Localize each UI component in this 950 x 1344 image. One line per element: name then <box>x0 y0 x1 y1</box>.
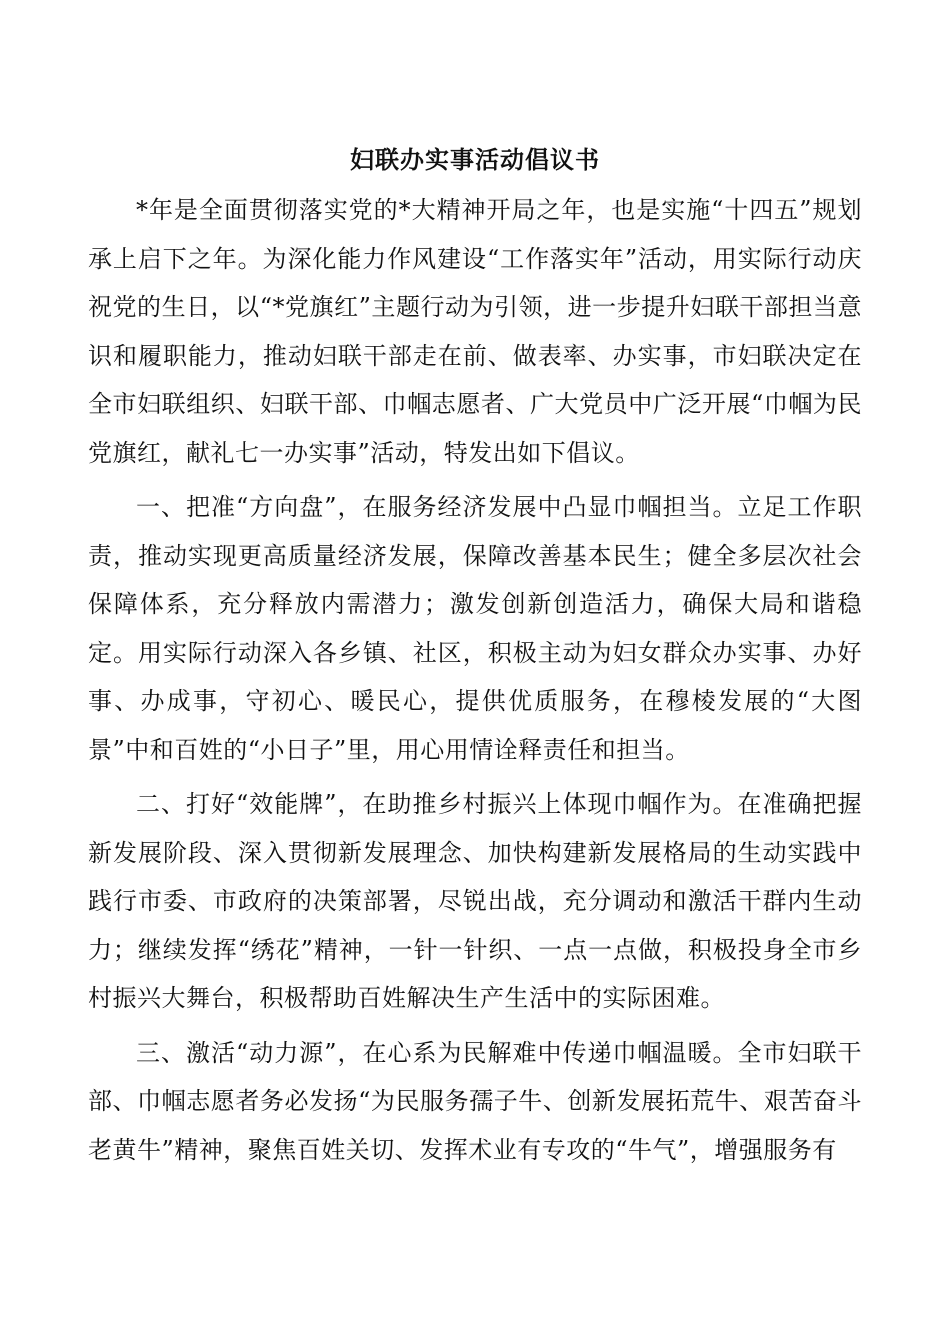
document-title: 妇联办实事活动倡议书 <box>350 145 600 174</box>
paragraph-point-3: 三、激活“动力源”，在心系为民解难中传递巾帼温暖。全市妇联干部、巾帼志愿者务必发扬“为民服务孺子牛、创新发展拓荒牛、艰苦奋斗老黄牛”精神，聚焦百姓关切、发挥术业有专攻的“牛气”，增强服务有 <box>88 1038 862 1164</box>
paragraph-point-2: 二、打好“效能牌”，在助推乡村振兴上体现巾帼作为。在准确把握新发展阶段、深入贯彻新发展理念、加快构建新发展格局的生动实践中践行市委、市政府的决策部署，尽锐出战，充分调动和激活干群内生动力；继续发挥“绣花”精神，一针一针织、一点一点做，积极投身全市乡村振兴大舞台，积极帮助百姓解决生产生活中的实际困难。 <box>88 790 862 1012</box>
paragraph-intro: *年是全面贯彻落实党的*大精神开局之年，也是实施“十四五”规划承上启下之年。为深化能力作风建设“工作落实年”活动，用实际行动庆祝党的生日，以“*党旗红”主题行动为引领，进一步提升妇联干部担当意识和履职能力，推动妇联干部走在前、做表率、办实事，市妇联决定在全市妇联组织、妇联干部、巾帼志愿者、广大党员中广泛开展“巾帼为民党旗红，献礼七一办实事”活动，特发出如下倡议。 <box>88 196 862 467</box>
paragraph-point-1: 一、把准“方向盘”，在服务经济发展中凸显巾帼担当。立足工作职责，推动实现更高质量经济发展，保障改善基本民生；健全多层次社会保障体系，充分释放内需潜力；激发创新创造活力，确保大局和谐稳定。用实际行动深入各乡镇、社区，积极主动为妇女群众办实事、办好事、办成事，守初心、暖民心，提供优质服务，在穆棱发展的“大图景”中和百姓的“小日子”里，用心用情诠释责任和担当。 <box>88 493 862 764</box>
document-body <box>88 186 862 1180</box>
